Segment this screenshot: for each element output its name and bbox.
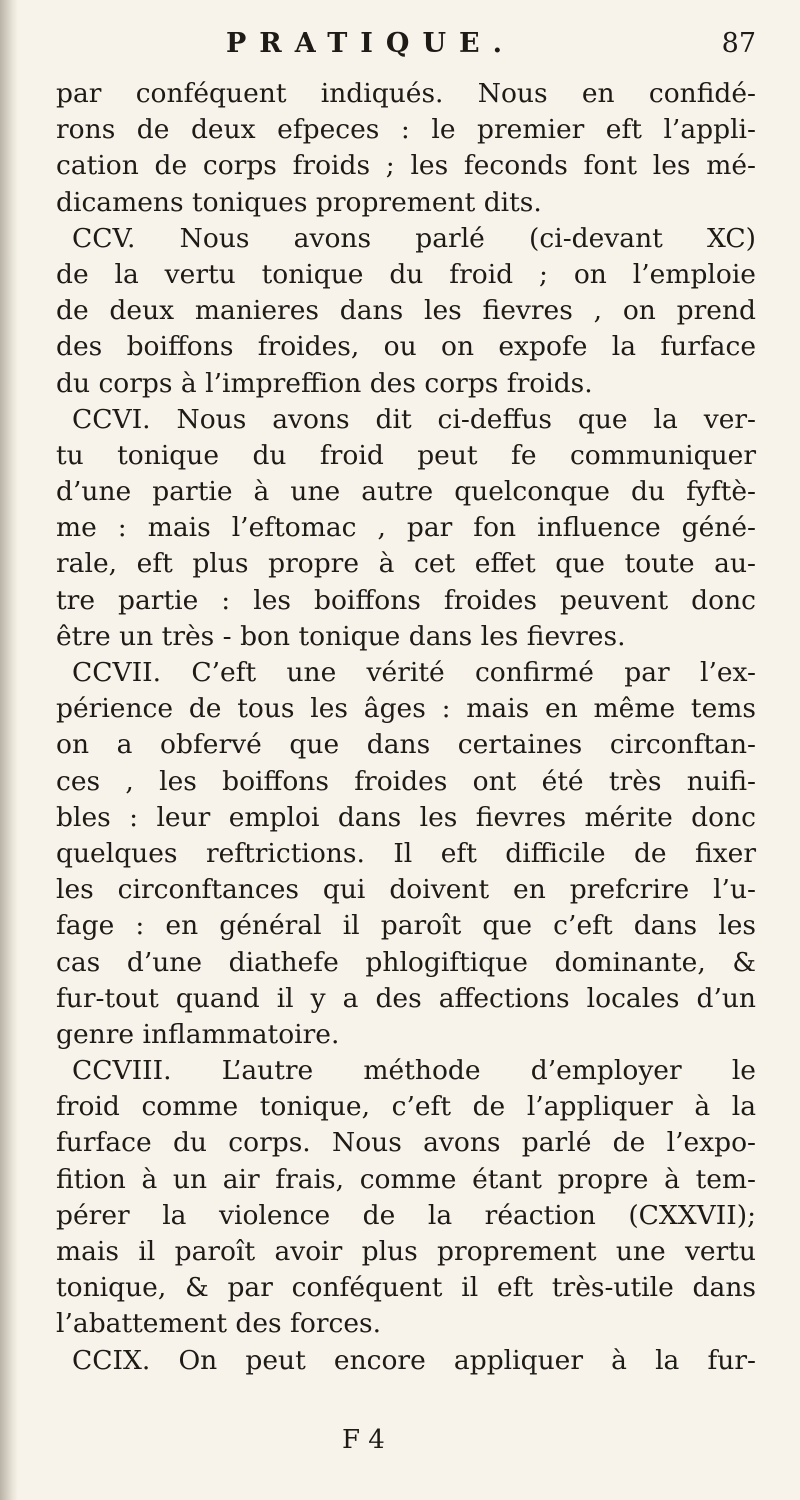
running-title: PRATIQUE. [226,28,515,59]
text-line: quelques reftrictions. Il eft difficile de fixer [56,837,756,869]
text-line: de la vertu tonique du froid ; on l’emploie [56,258,756,290]
text-line: CCVIII. L’autre méthode d’employer le [72,1055,756,1087]
text-line: fition à un air frais, comme étant propre à tem- [56,1163,756,1195]
text-line: dicamens toniques proprement dits. [56,186,542,218]
text-line: ces , les boiffons froides ont été très nuifi- [56,765,756,797]
page-number: 87 [721,28,756,59]
text-line: froid comme tonique, c’eft de l’appliquer à la [56,1091,756,1123]
running-head [56,28,756,64]
text-line: CCV. Nous avons parlé (ci-devant XC) [72,222,756,254]
text-line: rale, eft plus propre à cet effet que toute au- [56,548,756,580]
signature-mark: F 4 [342,1425,385,1455]
text-line: par conféquent indiqués. Nous en confidé- [56,78,756,109]
text-line: furface du corps. Nous avons parlé de l’expo- [56,1127,756,1159]
text-line: bles : leur emploi dans les fievres mérite donc [56,801,756,833]
text-line: tre partie : les boiffons froides peuvent donc [56,584,756,616]
text-line: d’une partie à une autre quelconque du fyftè- [56,476,756,508]
text-line: tu tonique du froid peut fe communiquer [56,439,756,471]
text-line: pérer la violence de la réaction (CXXVII); [56,1199,756,1231]
text-line: CCVII. C’eft une vérité confirmé par l’ex- [72,657,756,688]
text-line: me : mais l’eftomac , par fon influence géné- [56,512,756,544]
text-line: CCVI. Nous avons dit ci-deffus que la ver- [72,403,756,435]
text-line: rons de deux efpeces : le premier eft l’appli- [56,114,756,146]
text-line: les circonftances qui doivent en prefcrire l’u- [56,874,756,906]
text-line: fage : en général il paroît que c’eft dans les [56,910,756,942]
text-line: cation de corps froids ; les feconds font les mé- [56,150,756,182]
text-line: l’abattement des forces. [56,1308,382,1340]
text-line: mais il paroît avoir plus proprement une vertu [56,1236,756,1267]
text-line: CCIX. On peut encore appliquer à la fur- [72,1344,756,1376]
body-text [56,76,756,1379]
text-line: du corps à l’impreffion des corps froids. [56,367,593,399]
text-line: être un très - bon tonique dans les fievres. [56,620,626,652]
text-line: de deux manieres dans les fievres , on prend [56,295,756,327]
text-line: tonique, & par conféquent il eft très-utile dans [56,1272,756,1304]
spine-shadow [0,0,18,1500]
text-line: on a obfervé que dans certaines circonftan- [56,729,756,761]
text-line: genre inflammatoire. [56,1018,340,1050]
text-line: périence de tous les âges : mais en même tems [56,693,756,725]
text-line: cas d’une diathefe phlogiftique dominante, & [56,946,756,978]
text-line: fur-tout quand il y a des affections locales d’un [56,982,756,1014]
text-line: des boiffons froides, ou on expofe la furface [56,331,756,363]
